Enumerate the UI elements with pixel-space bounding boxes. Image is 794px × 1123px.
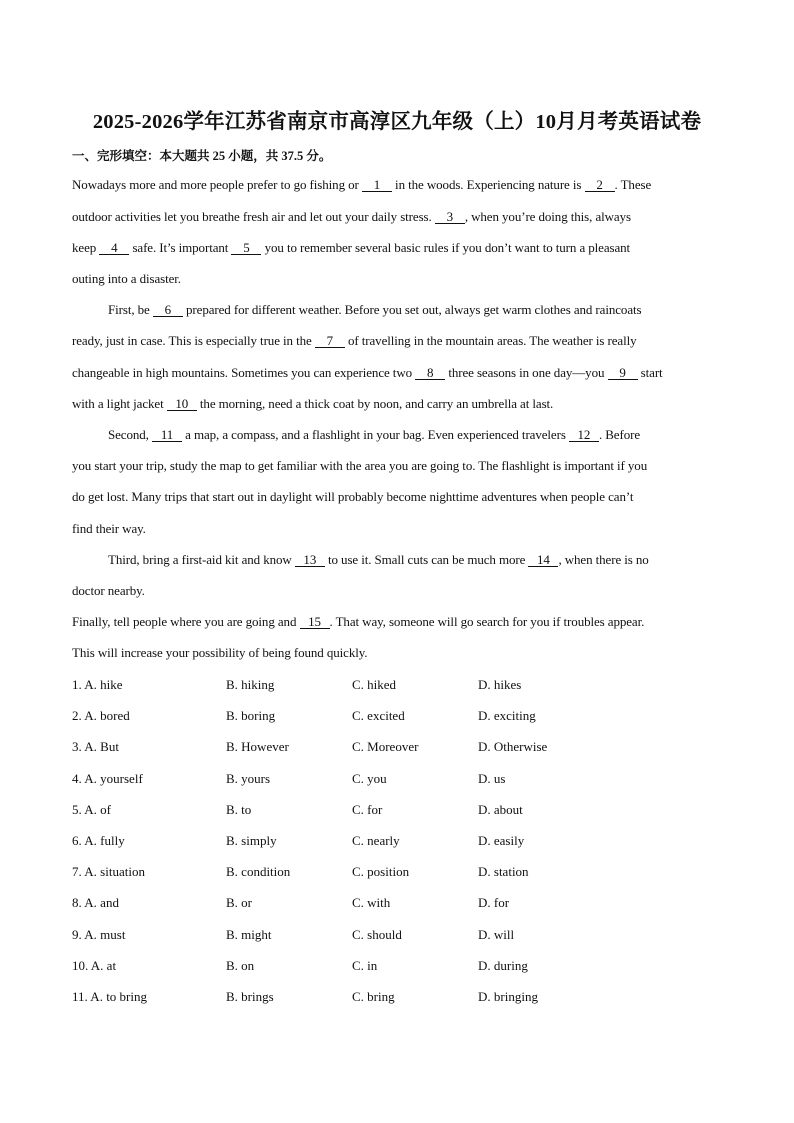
blank-4[interactable]: 4 <box>99 242 129 255</box>
passage-text: Second, <box>108 427 152 442</box>
passage-text: doctor nearby. <box>72 583 145 598</box>
blank-9[interactable]: 9 <box>608 367 638 380</box>
question-5-option-d[interactable]: D. about <box>478 801 523 817</box>
passage-line <box>72 489 633 505</box>
passage-text: to use it. Small cuts can be much more <box>324 552 529 567</box>
passage-text: ready, just in case. This is especially true in the <box>72 333 315 348</box>
passage-text: . These <box>614 177 652 192</box>
passage-text: safe. It’s important <box>129 240 232 255</box>
blank-1[interactable]: 1 <box>362 179 392 192</box>
question-2-option-d[interactable]: D. exciting <box>478 708 536 724</box>
blank-7[interactable]: 7 <box>315 335 345 348</box>
question-10-option-a[interactable]: 10. A. at <box>72 957 117 973</box>
blank-8[interactable]: 8 <box>415 367 445 380</box>
question-6-option-a[interactable]: 6. A. fully <box>72 833 125 848</box>
question-9-option-c[interactable]: C. should <box>352 926 402 942</box>
question-7-option-c[interactable]: C. position <box>352 864 410 880</box>
question-9-option-d[interactable]: D. will <box>478 926 515 942</box>
passage-text: do get lost. Many trips that start out in daylight will probably become nighttime adventures when people can’t <box>72 489 634 504</box>
question-1-option-a[interactable]: 1. A. hike <box>72 677 123 692</box>
question-11-option-c[interactable]: C. bring <box>352 989 395 1004</box>
blank-3[interactable]: 3 <box>435 211 465 224</box>
passage-text: prepared for different weather. Before you set out, always get warm clothes and raincoats <box>182 302 642 317</box>
passage-line <box>72 521 146 537</box>
passage-text: Nowadays more and more people prefer to go fishing or <box>72 177 362 192</box>
passage-text: you to remember several basic rules if you don’t want to turn a pleasant <box>261 240 631 255</box>
question-3-option-a[interactable]: 3. A. But <box>72 739 119 755</box>
passage-text: Finally, tell people where you are going and <box>72 614 300 629</box>
question-4-option-c[interactable]: C. you <box>352 770 387 786</box>
passage-line <box>108 552 649 568</box>
question-4-option-d[interactable]: D. us <box>478 770 506 786</box>
question-6-option-d[interactable]: D. easily <box>478 833 525 848</box>
passage-text: , when you’re doing this, always <box>464 209 631 224</box>
question-5-option-a[interactable]: 5. A. of <box>72 801 111 817</box>
blank-13[interactable]: 13 <box>295 554 325 567</box>
passage-line <box>72 240 630 256</box>
question-3-option-c[interactable]: C. Moreover <box>352 739 419 755</box>
question-1-option-b[interactable]: B. hiking <box>226 677 275 692</box>
passage-text: . That way, someone will go search for you if troubles appear. <box>329 614 645 629</box>
passage-text: keep <box>72 240 100 255</box>
passage-line <box>108 302 641 318</box>
question-7-option-b[interactable]: B. condition <box>226 864 291 880</box>
passage-line <box>72 396 553 412</box>
passage-text: start <box>637 365 663 380</box>
blank-10[interactable]: 10 <box>167 398 197 411</box>
question-1-option-c[interactable]: C. hiked <box>352 677 397 692</box>
question-2-option-a[interactable]: 2. A. bored <box>72 708 130 724</box>
passage-text: outing into a disaster. <box>72 271 181 286</box>
question-10-option-b[interactable]: B. on <box>226 957 255 973</box>
passage-text: with a light jacket <box>72 396 167 411</box>
question-1-option-d[interactable]: D. hikes <box>478 677 522 692</box>
question-2-option-b[interactable]: B. boring <box>226 708 276 724</box>
question-8-option-c[interactable]: C. with <box>352 895 391 911</box>
passage-text: , when there is no <box>558 552 649 567</box>
passage-text: First, be <box>108 302 153 317</box>
passage-line <box>72 645 367 661</box>
question-8-option-b[interactable]: B. or <box>226 895 252 911</box>
passage-line <box>108 427 640 443</box>
passage-line <box>72 271 181 287</box>
question-6-option-c[interactable]: C. nearly <box>352 833 400 848</box>
blank-6[interactable]: 6 <box>153 304 183 317</box>
question-11-option-b[interactable]: B. brings <box>226 989 274 1004</box>
passage-line <box>72 614 644 630</box>
passage-text: changeable in high mountains. Sometimes you can experience two <box>72 365 416 380</box>
question-10-option-d[interactable]: D. during <box>478 957 528 973</box>
question-11-option-d[interactable]: D. bringing <box>478 989 538 1004</box>
question-8-option-d[interactable]: D. for <box>478 895 510 911</box>
blank-2[interactable]: 2 <box>585 179 615 192</box>
question-3-option-b[interactable]: B. However <box>226 739 289 755</box>
blank-15[interactable]: 15 <box>300 616 330 629</box>
passage-text: outdoor activities let you breathe fresh air and let out your daily stress. <box>72 209 435 224</box>
passage-text: Third, bring a first-aid kit and know <box>108 552 295 567</box>
passage-line <box>72 365 663 381</box>
passage-line <box>72 458 647 474</box>
passage-line <box>72 333 637 349</box>
passage-text: three seasons in one day—you <box>445 365 608 380</box>
passage-text: the morning, need a thick coat by noon, and carry an umbrella at last. <box>196 396 554 411</box>
question-10-option-c[interactable]: C. in <box>352 957 378 973</box>
question-7-option-a[interactable]: 7. A. situation <box>72 864 145 880</box>
passage-text: you start your trip, study the map to get familiar with the area you are going to. The flashlight is important if you <box>72 458 648 473</box>
question-2-option-c[interactable]: C. excited <box>352 708 405 724</box>
question-3-option-d[interactable]: D. Otherwise <box>478 739 548 755</box>
question-5-option-c[interactable]: C. for <box>352 801 383 817</box>
passage-line <box>72 209 631 225</box>
passage-text: . Before <box>598 427 641 442</box>
passage-line <box>72 177 651 193</box>
section-heading: 一、完形填空：本大题共 25 小题，共 37.5 分。 <box>72 149 332 163</box>
question-7-option-d[interactable]: D. station <box>478 864 529 880</box>
blank-14[interactable]: 14 <box>528 554 558 567</box>
question-4-option-b[interactable]: B. yours <box>226 770 271 786</box>
passage-text: This will increase your possibility of being found quickly. <box>72 645 368 660</box>
blank-5[interactable]: 5 <box>231 242 261 255</box>
exam-title: 2025-2026学年江苏省南京市高淳区九年级（上）10月月考英语试卷 <box>92 111 702 133</box>
question-4-option-a[interactable]: 4. A. yourself <box>72 770 143 786</box>
blank-11[interactable]: 11 <box>152 429 182 442</box>
question-5-option-b[interactable]: B. to <box>226 801 252 817</box>
passage-text: in the woods. Experiencing nature is <box>391 177 585 192</box>
passage-text: find their way. <box>72 521 146 536</box>
passage-line <box>72 583 145 599</box>
question-6-option-b[interactable]: B. simply <box>226 833 277 848</box>
question-11-option-a[interactable]: 11. A. to bring <box>72 989 147 1004</box>
passage-text: a map, a compass, and a flashlight in your bag. Even experienced travelers <box>181 427 569 442</box>
question-9-option-b[interactable]: B. might <box>226 926 272 942</box>
question-8-option-a[interactable]: 8. A. and <box>72 895 119 911</box>
passage-text: of travelling in the mountain areas. The weather is really <box>344 333 637 348</box>
blank-12[interactable]: 12 <box>569 429 599 442</box>
question-9-option-a[interactable]: 9. A. must <box>72 926 126 942</box>
